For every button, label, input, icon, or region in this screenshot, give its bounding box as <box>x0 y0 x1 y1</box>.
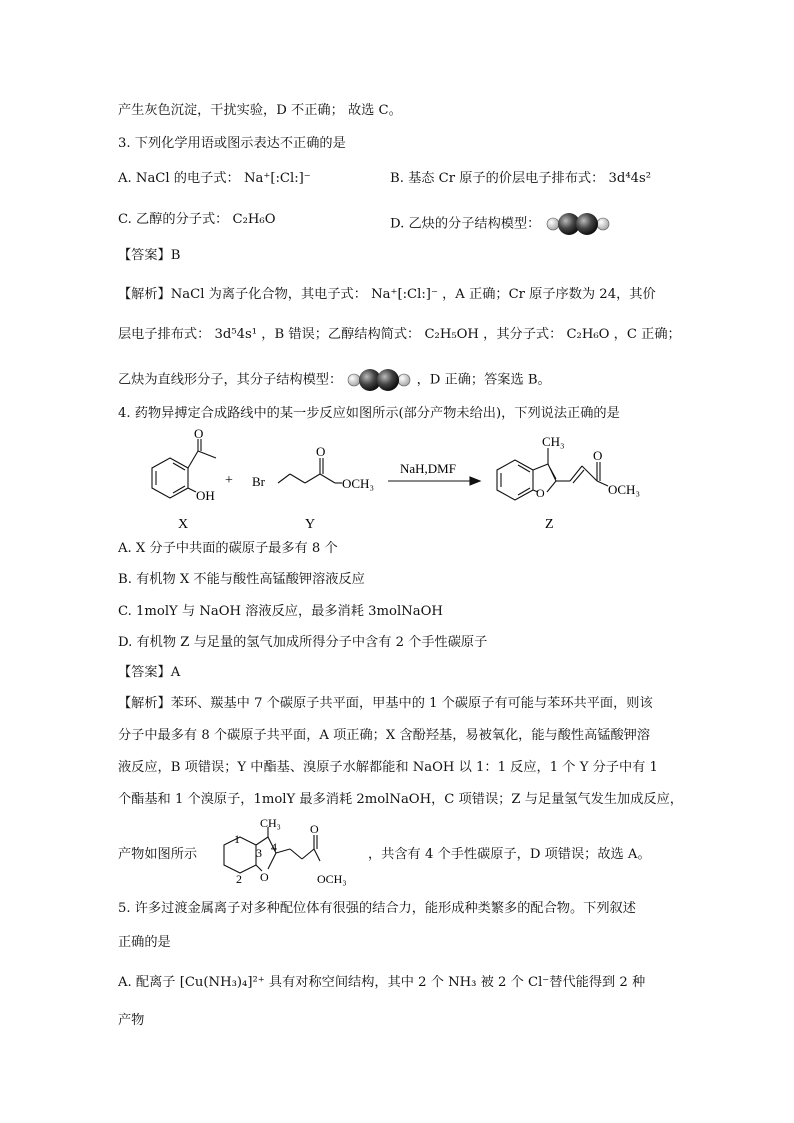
q4-answer: 【答案】A <box>118 665 181 680</box>
previous-answer-end: 产生灰色沉淀，干扰实验，D 不正确； 故选 C。 <box>118 103 402 118</box>
q3-exp1-text-a: 【解析】NaCl 为离子化合物，其电子式： <box>118 287 367 302</box>
ethyne-model-icon <box>346 367 412 393</box>
q5-option-a <box>118 974 645 992</box>
q4-exp-line3: 液反应，B 项错误；Y 中酯基、溴原子水解都能和 NaOH 以 1：1 反应，1 个 Y 分子中有 1 <box>118 760 658 775</box>
q5-a-text: 具有对称空间结构，其中 2 个 NH₃ 被 2 个 Cl⁻替代能得到 2 种 <box>268 975 646 990</box>
q3-answer: 【答案】B <box>118 248 181 263</box>
q3-b-label: B. 基态 Cr 原子的价层电子排布式： <box>390 171 605 186</box>
y-br-label: Br <box>252 474 265 489</box>
q3-exp1-formula: Na⁺[:Cl:]⁻ <box>371 287 438 302</box>
q3-option-a <box>118 170 311 188</box>
q5-stem-line2: 正确的是 <box>118 935 171 950</box>
q3-exp1-text-b: ，A 正确；Cr 原子序数为 24，其价 <box>442 287 656 302</box>
q3-d-label: D. 乙炔的分子结构模型： <box>390 216 541 232</box>
hydrogenated-product-structure <box>204 815 370 893</box>
chiral-label-2: 2 <box>236 872 242 886</box>
q4-option-b: B. 有机物 X 不能与酸性高锰酸钾溶液反应 <box>118 572 365 587</box>
z-ch3-label: CH₃ <box>542 434 565 449</box>
q4-option-d: D. 有机物 Z 与足量的氢气加成所得分子中含有 2 个手性碳原子 <box>118 635 488 650</box>
q3-exp2-formula: 3d⁵4s¹ <box>214 327 258 342</box>
chiral-label-4: 4 <box>271 840 277 854</box>
q3-exp3-text-a: 乙炔为直线形分子，其分子结构模型： <box>118 372 343 388</box>
q3-option-c <box>118 211 276 229</box>
q4-stem: 4. 药物异搏定合成路线中的某一步反应如图所示(部分产物未给出)，下列说法正确的是 <box>118 406 620 421</box>
z-carbonyl-o: O <box>593 448 603 463</box>
q3-option-d <box>390 211 611 237</box>
q4-product-text-b: ，共含有 4 个手性碳原子，D 项错误；故选 A。 <box>368 847 651 862</box>
q4-option-a: A. X 分子中共面的碳原子最多有 8 个 <box>118 541 338 556</box>
q4-option-c: C. 1molY 与 NaOH 溶液反应，最多消耗 3molNaOH <box>118 604 443 619</box>
y-carbonyl-o: O <box>316 444 326 459</box>
x-carbonyl-o: O <box>194 428 204 441</box>
q3-exp2-ethanol: C₂H₅OH <box>424 327 479 342</box>
label-y: Y <box>305 517 316 532</box>
reagent-label: NaH,DMF <box>400 461 456 476</box>
q3-c-formula: C₂H₆O <box>232 212 276 227</box>
z-och3-label: OCH₃ <box>608 482 640 497</box>
label-z: Z <box>545 517 554 532</box>
q3-exp2-text-a: 层电子排布式： <box>118 327 211 342</box>
q4-exp-line2: 分子中最多有 8 个碳原子共平面，A 项正确；X 含酚羟基，易被氧化，能与酸性高锰酸钾溶 <box>118 728 651 743</box>
q5-option-a-cont: 产物 <box>118 1013 145 1028</box>
q4-exp-line4: 个酯基和 1 个溴原子，1molY 最多消耗 2molNaOH，C 项错误；Z 与足量氢气发生加成反应， <box>118 792 683 807</box>
prod-ring-o: O <box>260 870 269 884</box>
y-och3-label: OCH₃ <box>342 476 374 491</box>
q3-exp-line1 <box>118 286 656 304</box>
q5-a-label: A. 配离子 <box>118 975 176 990</box>
ethyne-model-icon <box>545 211 611 237</box>
q3-exp2-text-d: ，C 正确； <box>613 327 681 342</box>
prod-ch3-label: CH₃ <box>260 816 281 830</box>
prod-och3-label: OCH₃ <box>317 872 347 886</box>
q3-a-formula: Na⁺[:Cl:]⁻ <box>243 171 311 186</box>
q3-exp-line3 <box>118 367 551 393</box>
q4-product-text-a: 产物如图所示 <box>118 847 198 862</box>
chiral-label-1: 1 <box>234 832 240 846</box>
q3-a-label: A. NaCl 的电子式： <box>118 171 240 186</box>
q3-exp-line2 <box>118 326 681 344</box>
q4-exp-line1: 【解析】苯环、羰基中 7 个碳原子共平面，甲基中的 1 个碳原子有可能与苯环共平面，则该 <box>118 696 653 711</box>
chiral-label-3: 3 <box>256 846 262 860</box>
q3-exp2-text-b: ，B 错误；乙醇结构简式： <box>261 327 421 342</box>
q5-a-formula: [Cu(NH₃)₄]²⁺ <box>179 975 265 990</box>
q3-b-formula: 3d⁴4s² <box>608 171 652 186</box>
reaction-scheme <box>130 428 690 536</box>
q3-exp3-text-b: ，D 正确；答案选 B。 <box>416 372 551 388</box>
q3-exp2-text-c: ，其分子式： <box>483 327 563 342</box>
label-x: X <box>178 517 189 532</box>
q3-exp2-formula2: C₂H₆O <box>566 327 610 342</box>
prod-carbonyl-o: O <box>310 822 319 836</box>
q5-stem-line1: 5. 许多过渡金属离子对多种配位体有很强的结合力，能形成种类繁多的配合物。下列叙述 <box>118 901 636 916</box>
x-oh-label: OH <box>196 488 215 503</box>
q3-stem: 3. 下列化学用语或图示表达不正确的是 <box>118 136 346 151</box>
q3-c-label: C. 乙醇的分子式： <box>118 212 229 227</box>
plus-sign: + <box>225 473 233 488</box>
z-ring-o: O <box>536 486 545 500</box>
q3-option-b <box>390 170 651 188</box>
